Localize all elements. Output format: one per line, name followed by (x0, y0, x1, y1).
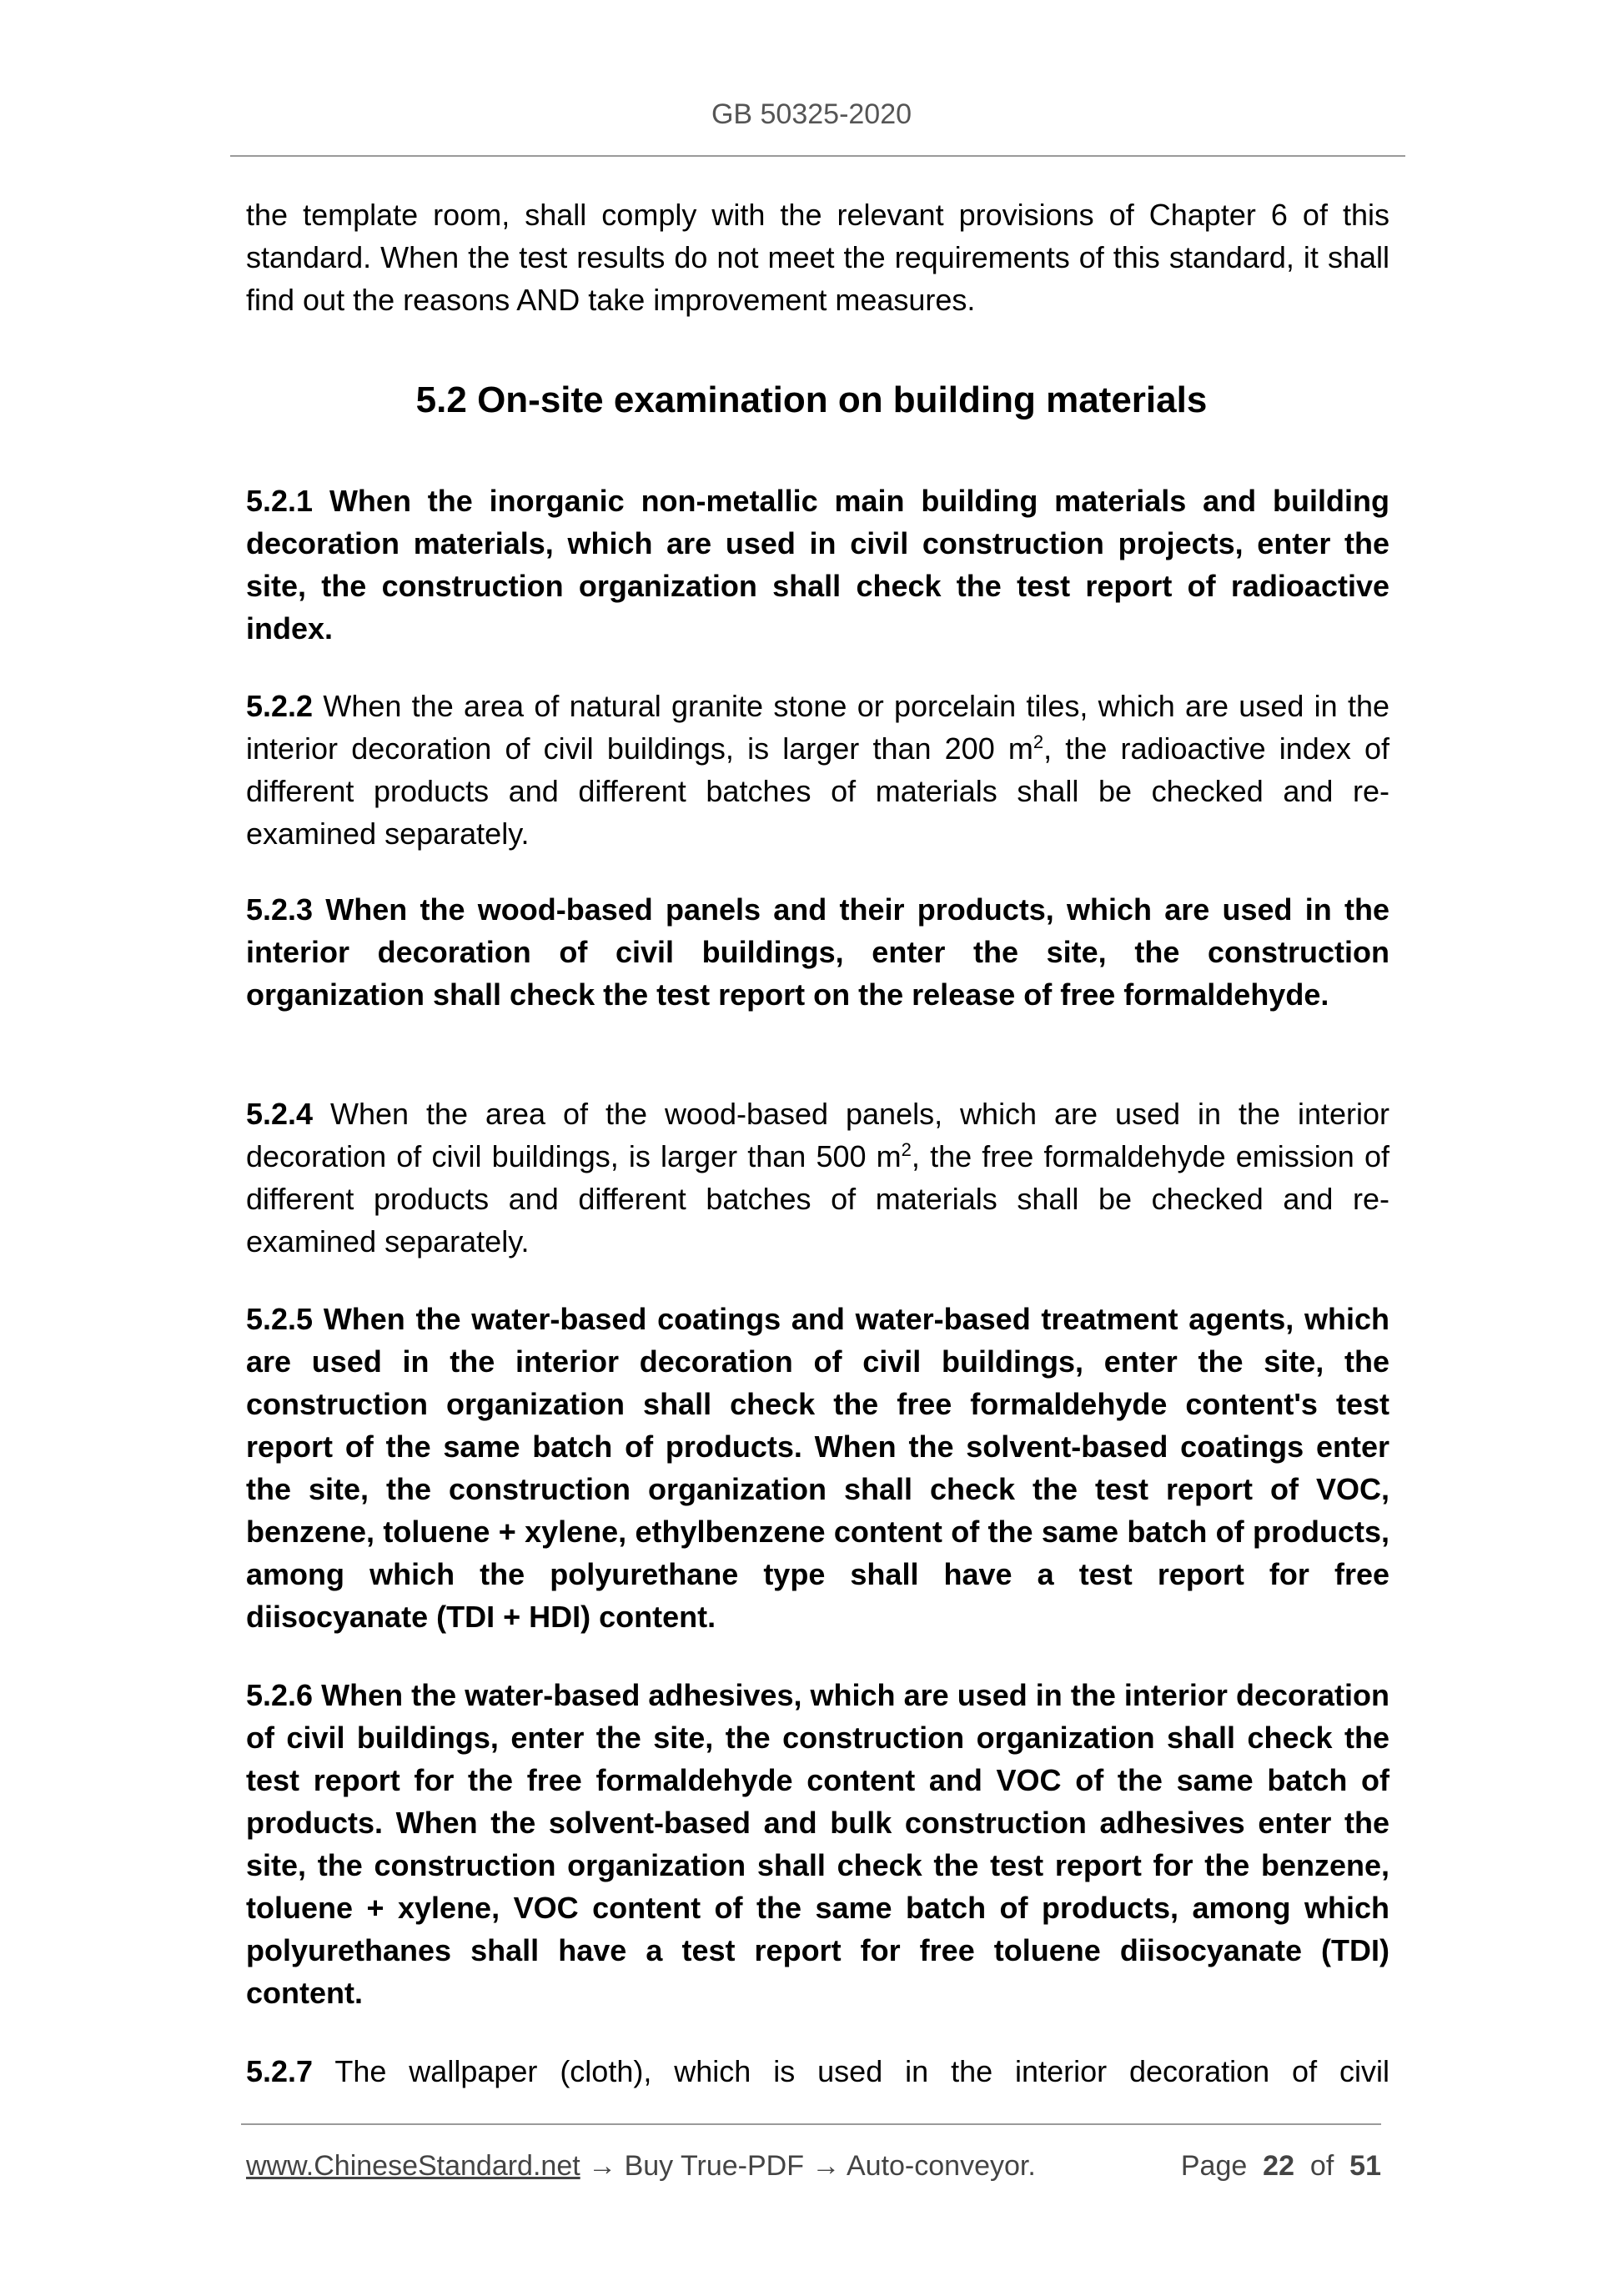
clause-text: When the area of natural granite stone or porcelain tiles, which are used in the interior decoration of civil buildings, is larger than 200 m (246, 689, 1389, 766)
clause-text: When the water-based adhesives, which are used in the interior decoration of civil buildings, enter the site, the construction organization shall check the test report for the free formaldehyde content and VOC of the same batch of products. When the solvent-based and bulk construction adhesives enter the site, the construction organization shall check the test report for the benzene, toluene + xylene, VOC content of the same batch of products, among which polyurethanes shall have a test report for free toluene diisocyanate (TDI) content. (246, 1678, 1389, 2010)
clause-text: When the wood-based panels and their products, which are used in the interior decoration of civil buildings, enter the site, the construction organization shall check the test report on the release of free formaldehyde. (246, 892, 1389, 1012)
clause-number: 5.2.3 (246, 892, 314, 927)
page-indicator (1181, 2150, 1381, 2183)
clause-text: When the inorganic non-metallic main building materials and building decoration materials, which are used in civil construction projects, enter the site, the construction organization shall check the test report of radioactive index. (246, 484, 1389, 646)
superscript: 2 (1033, 731, 1044, 752)
clause-number: 5.2.1 (246, 484, 314, 518)
clause-text-after: , the free formaldehyde emission of different products and different batches of materials shall be checked and re-examined separately. (246, 1139, 1389, 1259)
footer (246, 2150, 1381, 2183)
clause-5-2-3 (246, 888, 1389, 1016)
section-title: 5.2 On-site examination on building materials (415, 379, 1208, 420)
intro-paragraph: the template room, shall comply with the relevant provisions of Chapter 6 of this standard. When the test results do not meet the requirements of this standard, it shall find out the reasons AND take improvement measures. (246, 198, 1389, 317)
clause-number: 5.2.2 (246, 689, 314, 723)
clause-5-2-1 (246, 480, 1389, 650)
clause-number: 5.2.4 (246, 1097, 314, 1131)
clause-5-2-4 (246, 1093, 1389, 1263)
clause-number: 5.2.7 (246, 2054, 314, 2088)
footer-divider (241, 2123, 1381, 2125)
footer-promo-text: → Buy True-PDF → Auto-conveyor. (580, 2150, 1036, 2182)
superscript: 2 (901, 1139, 912, 1160)
clause-text-after: , the radioactive index of different products and different batches of materials shall be checked and re-examined separately. (246, 731, 1390, 851)
clause-5-2-7 (246, 2050, 1389, 2093)
total-pages: 51 (1349, 2150, 1381, 2182)
current-page: 22 (1263, 2150, 1294, 2182)
clause-5-2-2 (246, 685, 1389, 855)
clause-text: The wallpaper (cloth), which is used in the interior decoration of civil (313, 2054, 1389, 2088)
footer-promo (246, 2150, 1036, 2183)
clause-number: 5.2.6 (246, 1678, 314, 1712)
clause-5-2-6 (246, 1674, 1389, 2014)
clause-number: 5.2.5 (246, 1302, 314, 1336)
website-link[interactable]: www.ChineseStandard.net (246, 2150, 580, 2182)
of-label: of (1309, 2150, 1334, 2182)
clause-text: When the area of the wood-based panels, which are used in the interior decoration of civil buildings, is larger than 500 m (246, 1097, 1389, 1173)
document-header: GB 50325-2020 (711, 98, 912, 130)
clause-text: When the water-based coatings and water-based treatment agents, which are used in the interior decoration of civil buildings, enter the site, the construction organization shall check the free formaldehyde content's test report of the same batch of products. When the solvent-based coatings enter the site, the construction organization shall check the test report of VOC, benzene, toluene + xylene, ethylbenzene content of the same batch of products, among which the polyurethane type shall have a test report for free diisocyanate (TDI + HDI) content. (246, 1302, 1389, 1634)
header-divider (230, 155, 1405, 157)
page-label: Page (1180, 2150, 1248, 2182)
clause-5-2-5 (246, 1298, 1389, 1638)
